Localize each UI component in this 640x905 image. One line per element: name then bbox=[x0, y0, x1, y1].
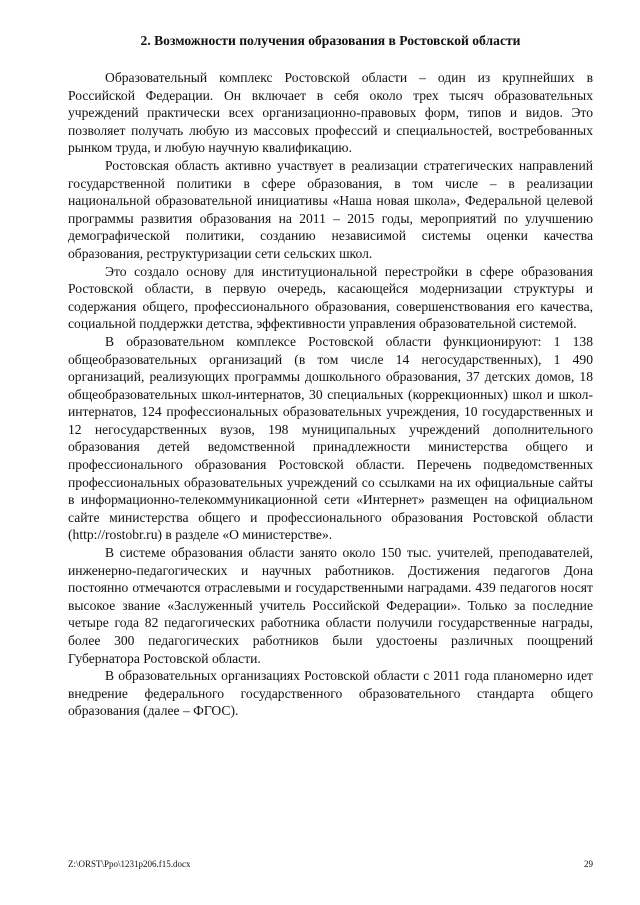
document-page bbox=[68, 32, 593, 720]
paragraph-4: В образовательном комплексе Ростовской области функционируют: 1 138 общеобразовательных организаций (в том числе 14 негосударственных), 1 490 организаций, реализующих программы дошкольного образования, 37 детских домов, 18 общеобразовательных школ-интернатов, 30 специальных (коррекционных) школ и школ-интернатов, 124 профессиональных образовательных учреждения, 10 государственных и 12 негосударственных вузов, 198 муниципальных учреждений дополнительного образования детей ведомственной принадлежности министерства общего и профессионального образования Ростовской области. Перечень подведомственных профессиональных образовательных учреждений со ссылками на их официальные сайты в информационно-телекоммуникационной сети «Интернет» размещен на официальном сайте министерства общего и профессионального образования Ростовской области (http://rostobr.ru) в разделе «О министерстве». bbox=[68, 333, 593, 543]
page-footer bbox=[68, 858, 593, 870]
paragraph-1: Образовательный комплекс Ростовской области – один из крупнейших в Российской Федерации. Он включает в себя около трех тысяч образовательных учреждений практически всех организационно-правовых форм, типов и видов. Это позволяет получать любую из массовых профессий и специальностей, востребованных рынком труда, и любую научную квалификацию. bbox=[68, 70, 593, 156]
paragraph-3: Это создало основу для институциональной перестройки в сфере образования Ростовской области, в первую очередь, касающейся модернизации структуры и содержания общего, профессионального образования, совершенствования его качества, социальной поддержки детства, эффективности управления образовательной системой. bbox=[68, 263, 593, 332]
page-number: 29 bbox=[584, 859, 593, 869]
paragraph-6: В образовательных организациях Ростовской области с 2011 года планомерно идет внедрение федерального государственного образовательного стандарта общего образования (далее – ФГОС). bbox=[68, 668, 593, 719]
section-title: 2. Возможности получения образования в Ростовской области bbox=[140, 33, 521, 48]
footer-file-path: Z:\ORST\Ppo\1231p206.f15.docx bbox=[68, 859, 191, 869]
paragraph-5: В системе образования области занято около 150 тыс. учителей, преподавателей, инженерно-педагогических и научных работников. Достижения педагогов Дона постоянно отмечаются отраслевыми и государственными наградами. 439 педагогов носят высокое звание «Заслуженный учитель Российской Федерации». Только за последние четыре года 82 педагогических работника области получили государственные награды, более 300 педагогических работников были удостоены различных поощрений Губернатора Ростовской области. bbox=[68, 545, 593, 666]
paragraph-2: Ростовская область активно участвует в реализации стратегических направлений государственной политики в сфере образования, в том числе – в реализации национальной образовательной инициативы «Наша новая школа», Федеральной целевой программы развития образования на 2011 – 2015 годы, мероприятий по улучшению демографической политики, созданию независимой системы оценки качества образования, реструктуризации сети сельских школ. bbox=[68, 157, 593, 261]
